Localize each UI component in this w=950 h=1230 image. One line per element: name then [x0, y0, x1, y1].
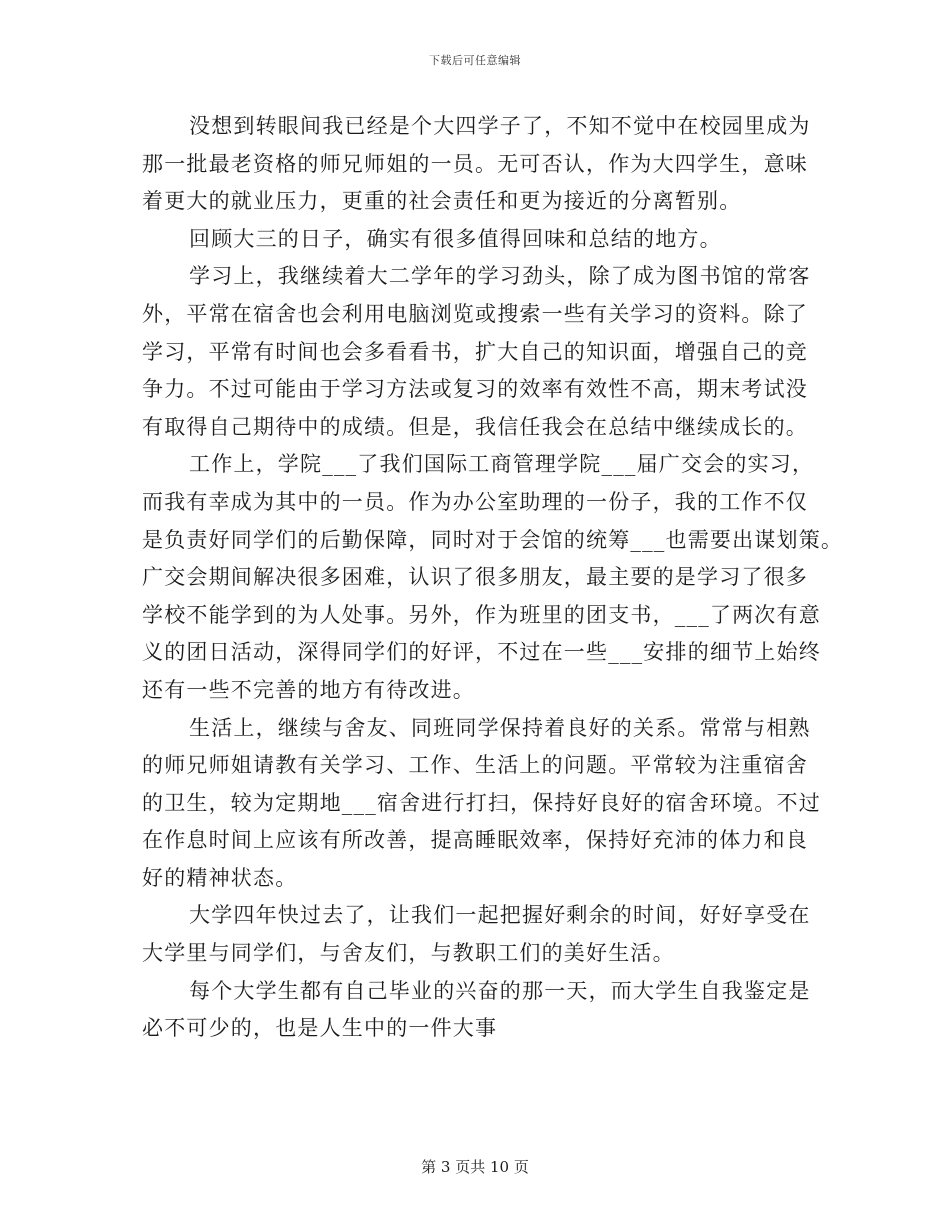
- page-footer: 第 3 页共 10 页: [421, 1158, 529, 1176]
- paragraph-line: 在作息时间上应该有所改善，提高睡眠效率，保持好充沛的体力和良: [142, 828, 808, 853]
- paragraph-line: 生活上，继续与舍友、同班同学保持着良好的关系。常常与相熟: [189, 715, 811, 740]
- document-body: [142, 108, 844, 1048]
- paragraph-line: 好的精神状态。: [142, 865, 298, 890]
- paragraph-line: 争力。不过可能由于学习方法或复习的效率有效性不高，期末考试没: [142, 377, 808, 402]
- paragraph-line: 有取得自己期待中的成绩。但是，我信任我会在总结中继续成长的。: [142, 414, 808, 439]
- paragraph-line: 是负责好同学们的后勤保障，同时对于会馆的统筹___也需要出谋划策。: [142, 527, 844, 552]
- paragraph-line: 工作上，学院___了我们国际工商管理学院___届广交会的实习，: [189, 452, 815, 477]
- paragraph-line: 没想到转眼间我已经是个大四学子了，不知不觉中在校园里成为: [189, 114, 811, 138]
- paragraph-line: 大学里与同学们，与舍友们，与教职工们的美好生活。: [142, 941, 675, 966]
- paragraph-line: 的师兄师姐请教有关学习、工作、生活上的问题。平常较为注重宿舍: [142, 753, 808, 778]
- paragraph-line: 学校不能学到的为人处事。另外，作为班里的团支书，___了两次有意: [142, 602, 821, 627]
- paragraph-line: 必不可少的，也是人生中的一件大事: [142, 1016, 498, 1041]
- paragraph-line: 义的团日活动，深得同学们的好评，不过在一些___安排的细节上始终: [142, 640, 821, 665]
- paragraph-line: 还有一些不完善的地方有待改进。: [142, 677, 475, 702]
- paragraph-line: 学习，平常有时间也会多看看书，扩大自己的知识面，增强自己的竞: [142, 339, 808, 364]
- paragraph-line: 大学四年快过去了，让我们一起把握好剩余的时间，好好享受在: [189, 903, 811, 928]
- paragraph-line: 外，平常在宿舍也会利用电脑浏览或搜索一些有关学习的资料。除了: [142, 301, 808, 326]
- paragraph-line: 回顾大三的日子，确实有很多值得回味和总结的地方。: [189, 226, 722, 251]
- paragraph-line: 而我有幸成为其中的一员。作为办公室助理的一份子，我的工作不仅: [142, 489, 808, 514]
- paragraph-line: 广交会期间解决很多困难，认识了很多朋友，最主要的是学习了很多: [142, 565, 808, 590]
- paragraph-line: 着更大的就业压力，更重的社会责任和更为接近的分离暂别。: [142, 189, 742, 214]
- paragraph-line: 的卫生，较为定期地___宿舍进行打扫，保持好良好的宿舍环境。不过: [142, 790, 821, 815]
- paragraph-line: 那一批最老资格的师兄师姐的一员。无可否认，作为大四学生，意味: [142, 151, 808, 176]
- paragraph-line: 学习上，我继续着大二学年的学习劲头，除了成为图书馆的常客: [189, 264, 811, 289]
- page-header: 下载后可任意编辑: [429, 54, 521, 67]
- paragraph-line: 每个大学生都有自己毕业的兴奋的那一天，而大学生自我鉴定是: [189, 978, 811, 1003]
